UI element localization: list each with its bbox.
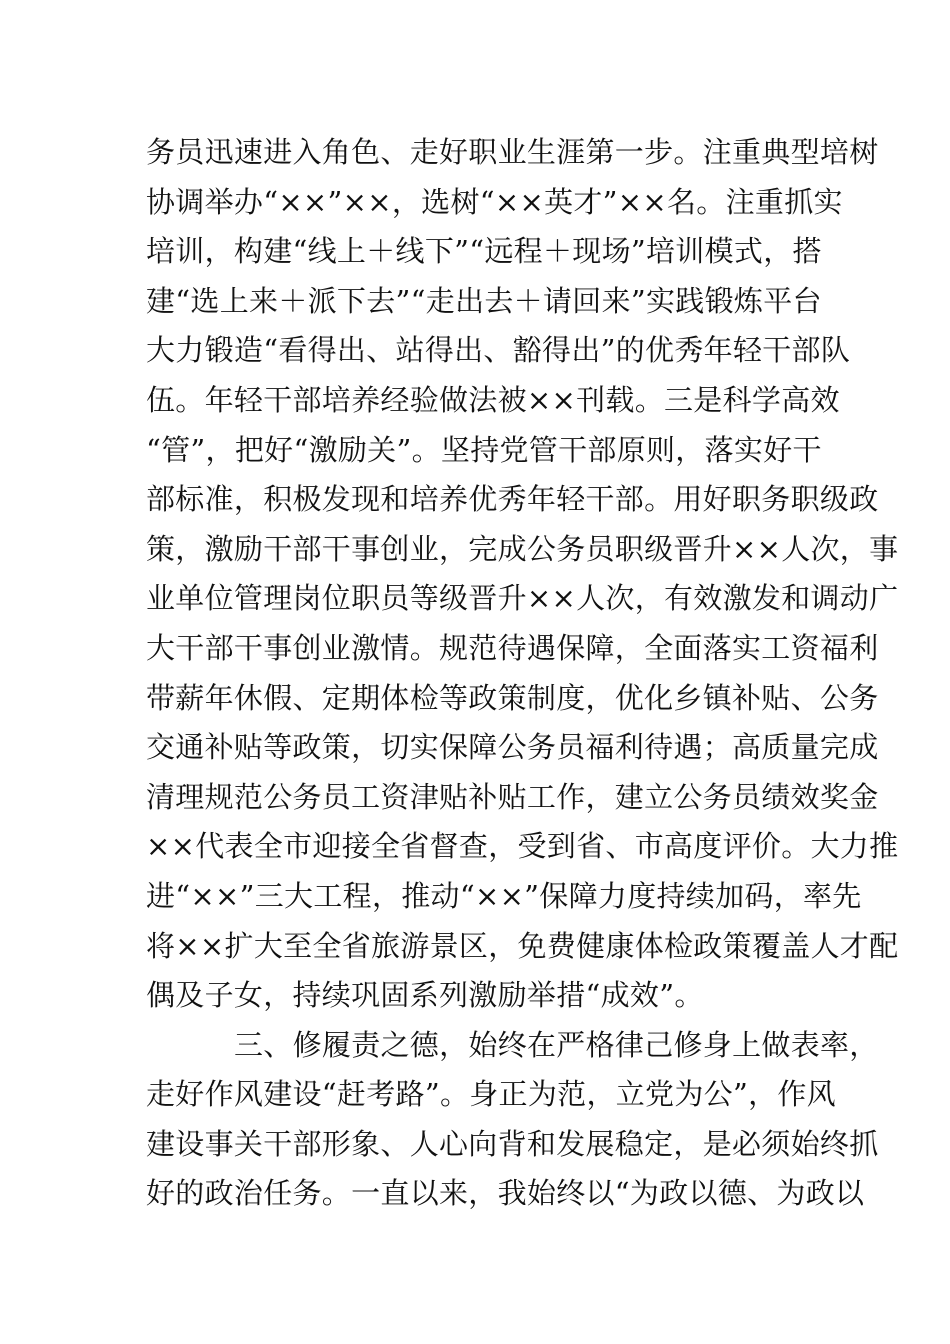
text-line-20: 走好作风建设“赶考路”。身正为范，立党为公”，作风 xyxy=(146,1077,836,1112)
text-line-7: “管”，把好“激励关”。坚持党管干部原则，落实好干 xyxy=(146,432,822,467)
text-line-10: 业单位管理岗位职员等级晋升××人次，有效激发和调动广 xyxy=(146,581,899,616)
text-line-15: ××代表全市迎接全省督查，受到省、市高度评价。大力推 xyxy=(146,829,899,864)
text-line-4: 建“选上来＋派下去”“走出去＋请回来”实践锻炼平台 xyxy=(146,283,822,318)
text-line-18: 偶及子女，持续巩固系列激励举措“成效”。 xyxy=(146,978,704,1013)
text-line-2: 协调举办“××”××，选树“××英才”××名。注重抓实 xyxy=(146,184,843,219)
text-line-1: 务员迅速进入角色、走好职业生涯第一步。注重典型培树 xyxy=(146,135,879,169)
text-line-5: 大力锻造“看得出、站得出、豁得出”的优秀年轻干部队 xyxy=(146,333,851,368)
body-text xyxy=(146,128,899,1219)
text-line-21: 建设事关干部形象、人心向背和发展稳定，是必须始终抓 xyxy=(146,1126,879,1161)
text-line-6: 伍。年轻干部培养经验做法被××刊载。三是科学高效 xyxy=(146,382,840,417)
text-line-8: 部标准，积极发现和培养优秀年轻干部。用好职务职级政 xyxy=(146,482,879,517)
text-line-13: 交通补贴等政策，切实保障公务员福利待遇；高质量完成 xyxy=(146,730,879,765)
text-line-9: 策，激励干部干事创业，完成公务员职级晋升××人次，事 xyxy=(146,531,899,566)
text-line-3: 培训，构建“线上＋线下”“远程＋现场”培训模式，搭 xyxy=(146,234,822,269)
text-line-17: 将××扩大至全省旅游景区，免费健康体检政策覆盖人才配 xyxy=(146,928,899,963)
section-heading-line: 三、修履责之德，始终在严格律己修身上做表率， xyxy=(234,1027,879,1062)
text-line-22: 好的政治任务。一直以来，我始终以“为政以德、为政以 xyxy=(146,1176,865,1211)
text-line-11: 大干部干事创业激情。规范待遇保障，全面落实工资福利 xyxy=(146,630,879,665)
text-line-16: 进“××”三大工程，推动“××”保障力度持续加码，率先 xyxy=(146,878,862,913)
text-line-12: 带薪年休假、定期体检等政策制度，优化乡镇补贴、公务 xyxy=(146,680,879,715)
text-line-14: 清理规范公务员工资津贴补贴工作，建立公务员绩效奖金 xyxy=(146,779,879,814)
